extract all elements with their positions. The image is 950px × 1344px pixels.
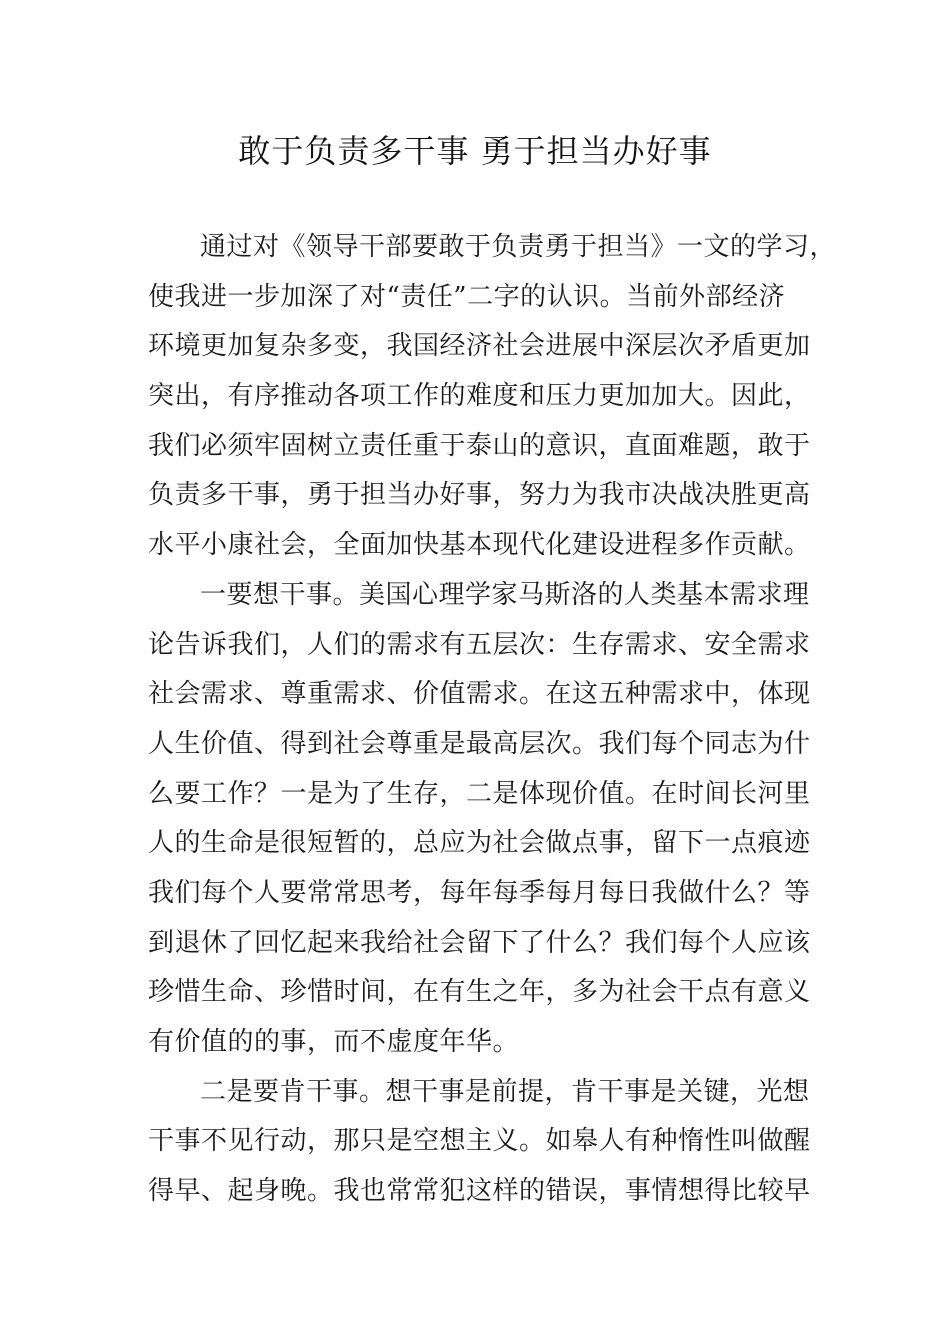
paragraph-line: 到退休了回忆起来我给社会留下了什么？我们每个人应该	[148, 927, 811, 958]
paragraph-line: 水平小康社会，全面加快基本现代化建设进程多作贡献。	[148, 530, 811, 561]
paragraph-line: 人的生命是很短暂的，总应为社会做点事，留下一点痕迹	[148, 828, 811, 859]
document-title: 敢于负责多干事 勇于担当办好事	[238, 132, 712, 170]
paragraph-line: 社会需求、尊重需求、价值需求。在这五种需求中，体现	[148, 679, 811, 710]
paragraph-line: 么要工作？一是为了生存，二是体现价值。在时间长河里	[148, 778, 811, 809]
paragraph-line: 人生价值、得到社会尊重是最高层次。我们每个同志为什	[148, 728, 811, 759]
paragraph-line: 负责多干事，勇于担当办好事，努力为我市决战决胜更高	[148, 480, 811, 511]
paragraph	[148, 571, 828, 1068]
paragraph-line: 我们必须牢固树立责任重于泰山的意识，直面难题，敢于	[148, 430, 811, 461]
paragraph-first-line: 一要想干事。美国心理学家马斯洛的人类基本需求理	[200, 579, 810, 610]
paragraph-first-line: 二是要肯干事。想干事是前提，肯干事是关键，光想	[200, 1076, 810, 1107]
paragraph-line: 使我进一步加深了对“责任”二字的认识。当前外部经济	[148, 281, 786, 312]
paragraph-line: 珍惜生命、珍惜时间，在有生之年，多为社会干点有意义	[148, 977, 811, 1008]
paragraph	[148, 223, 837, 571]
paragraph-line: 环境更加复杂多变，我国经济社会进展中深层次矛盾更加	[148, 331, 811, 362]
document-body	[148, 223, 837, 1217]
paragraph-line: 论告诉我们，人们的需求有五层次：生存需求、安全需求	[148, 629, 811, 660]
paragraph-line: 我们每个人要常常思考，每年每季每月每日我做什么？等	[148, 877, 811, 908]
paragraph-first-line: 通过对《领导干部要敢于负责勇于担当》一文的学习，	[200, 232, 837, 262]
paragraph-line: 突出，有序推动各项工作的难度和压力更加加大。因此，	[148, 381, 811, 412]
paragraph-line: 干事不见行动，那只是空想主义。如皋人有种惰性叫做醒	[148, 1126, 811, 1157]
paragraph-line: 得早、起身晚。我也常常犯这样的错误，事情想得比较早	[148, 1176, 811, 1207]
paragraph-line: 有价值的的事，而不虚度年华。	[148, 1027, 520, 1057]
paragraph	[148, 1068, 828, 1217]
